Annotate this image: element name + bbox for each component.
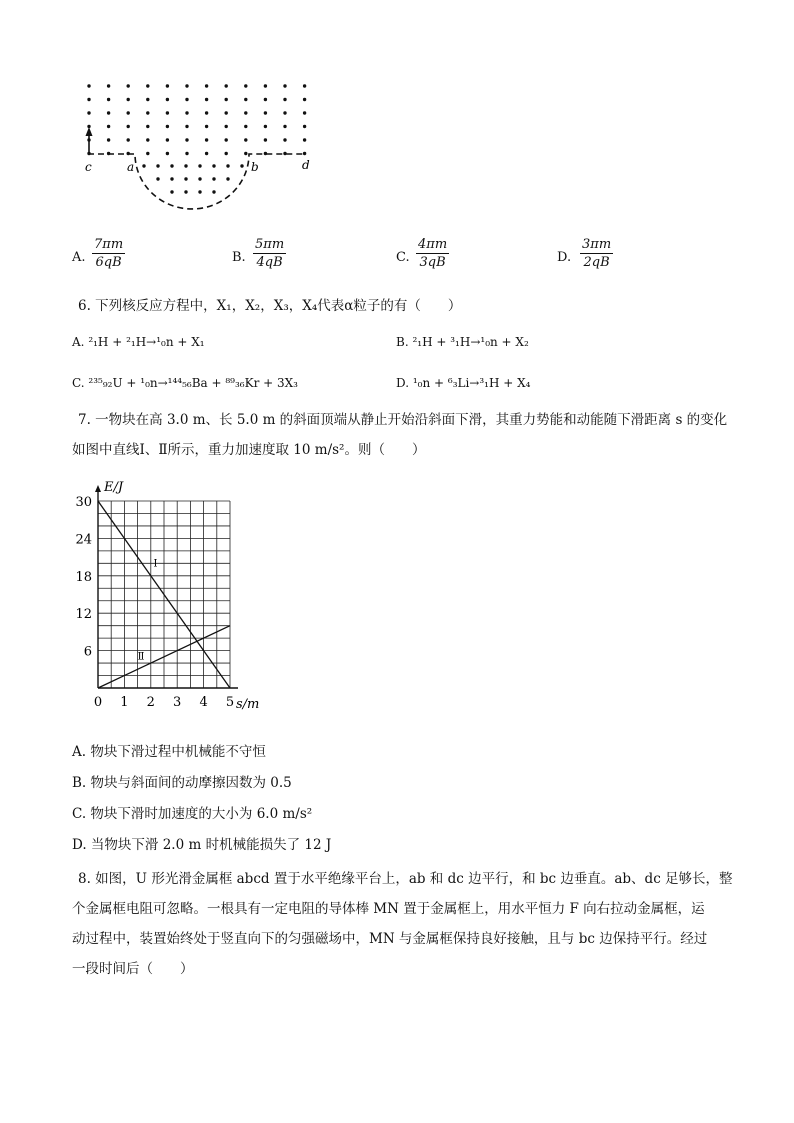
field-dot bbox=[170, 164, 173, 167]
x-tick-label: 5 bbox=[225, 695, 235, 710]
field-dot bbox=[226, 164, 229, 167]
field-dot bbox=[264, 138, 267, 141]
fraction-denominator: 4qB bbox=[256, 255, 283, 270]
q6-option-d-label: D. bbox=[396, 376, 410, 390]
y-tick-label: 24 bbox=[75, 532, 92, 548]
field-dot bbox=[127, 98, 130, 101]
field-dot bbox=[107, 125, 110, 128]
field-dot bbox=[205, 152, 208, 155]
field-dot bbox=[244, 84, 247, 87]
q6-option-c-equation: ²³⁵₉₂U + ¹₀n→¹⁴⁴₅₆Ba + ⁸⁹₃₆Kr + 3X₃ bbox=[88, 376, 298, 390]
chart-ylabel: E/J bbox=[104, 480, 124, 495]
q7-option-c: C. 物块下滑时加速度的大小为 6.0 m/s² bbox=[72, 806, 313, 822]
q6-stem: 6. 下列核反应方程中，X₁，X₂，X₃，X₄代表α粒子的有（ ） bbox=[78, 298, 462, 314]
q6-option-a bbox=[72, 332, 205, 352]
field-dot bbox=[107, 111, 110, 114]
field-dot bbox=[225, 125, 228, 128]
field-dot bbox=[198, 177, 201, 180]
y-axis-arrow-icon bbox=[95, 485, 101, 492]
field-dot bbox=[166, 138, 169, 141]
field-dot bbox=[205, 84, 208, 87]
q7-stem-line-1: 7. 一物块在高 3.0 m、长 5.0 m 的斜面顶端从静止开始沿斜面下滑，其重力势能和动能随下滑距离 s 的变化 bbox=[78, 412, 728, 428]
q6-option-d-equation: ¹₀n + ⁶₃Li→³₁H + X₄ bbox=[412, 376, 531, 390]
field-dot bbox=[166, 98, 169, 101]
q6-option-a-equation: ²₁H + ²₁H→¹₀n + X₁ bbox=[88, 335, 205, 349]
field-dot bbox=[184, 177, 187, 180]
y-tick-label: 18 bbox=[75, 569, 92, 585]
field-dot bbox=[303, 111, 306, 114]
fraction-denominator: 2qB bbox=[583, 255, 610, 270]
field-dot bbox=[170, 190, 173, 193]
field-dot bbox=[283, 98, 286, 101]
y-tick-label: 12 bbox=[75, 607, 92, 623]
field-dot bbox=[283, 111, 286, 114]
field-dot bbox=[107, 84, 110, 87]
field-dot bbox=[184, 164, 187, 167]
field-dot bbox=[156, 164, 159, 167]
q6-option-a-label: A. bbox=[72, 335, 85, 349]
chart-xlabel: s/m bbox=[236, 697, 260, 712]
q5-option-c-label: C. bbox=[396, 250, 410, 265]
q5-option-d-label: D. bbox=[557, 250, 572, 265]
arrow-head-icon bbox=[86, 127, 93, 136]
field-dot bbox=[264, 125, 267, 128]
series-label-2: Ⅱ bbox=[137, 651, 145, 663]
field-dot bbox=[303, 125, 306, 128]
field-dot bbox=[244, 152, 247, 155]
field-dot bbox=[170, 177, 173, 180]
field-dot bbox=[185, 125, 188, 128]
fraction-numerator: 7πm bbox=[94, 237, 124, 252]
field-dot bbox=[146, 84, 149, 87]
field-dot bbox=[146, 138, 149, 141]
q6-option-c bbox=[72, 373, 298, 393]
field-dot bbox=[185, 98, 188, 101]
x-tick-label: 4 bbox=[199, 695, 208, 710]
magnetic-field-figure bbox=[70, 75, 330, 215]
field-dot bbox=[166, 152, 169, 155]
q5-option-a bbox=[92, 236, 125, 271]
field-dot bbox=[87, 98, 90, 101]
field-dot bbox=[225, 138, 228, 141]
x-tick-label: 0 bbox=[93, 695, 103, 710]
field-dot bbox=[225, 152, 228, 155]
field-dot bbox=[127, 125, 130, 128]
field-dot bbox=[225, 98, 228, 101]
field-dot bbox=[107, 98, 110, 101]
series-label-1: Ⅰ bbox=[153, 558, 158, 570]
field-dot bbox=[87, 111, 90, 114]
q5-option-a-label: A. bbox=[72, 250, 86, 265]
q7-option-a: A. 物块下滑过程中机械能不守恒 bbox=[72, 744, 266, 760]
field-dot bbox=[146, 125, 149, 128]
field-dot bbox=[166, 125, 169, 128]
x-tick-label: 2 bbox=[146, 695, 155, 710]
field-dot bbox=[185, 152, 188, 155]
field-dot bbox=[146, 152, 149, 155]
fraction-numerator: 4πm bbox=[418, 237, 448, 252]
field-dot bbox=[283, 138, 286, 141]
q6-option-c-label: C. bbox=[72, 376, 85, 390]
q6-option-b bbox=[396, 332, 529, 352]
field-dot bbox=[225, 111, 228, 114]
q5-option-b bbox=[253, 236, 286, 271]
field-dot bbox=[264, 84, 267, 87]
field-dot bbox=[244, 138, 247, 141]
q8-line-1: 8. 如图，U 形光滑金属框 abcd 置于水平绝缘平台上，ab 和 dc 边平行，和 bc 边垂直。ab、dc 足够长，整 bbox=[78, 871, 733, 887]
field-dots bbox=[87, 84, 306, 193]
q6-option-b-equation: ²₁H + ³₁H→¹₀n + X₂ bbox=[412, 335, 529, 349]
fraction-denominator: 6qB bbox=[95, 255, 122, 270]
q5-option-d bbox=[580, 236, 613, 271]
field-dot bbox=[185, 111, 188, 114]
field-dot bbox=[303, 98, 306, 101]
q6-option-d bbox=[396, 373, 530, 393]
field-dot bbox=[240, 164, 243, 167]
q8-line-4: 一段时间后（ ） bbox=[72, 961, 194, 977]
field-dot bbox=[127, 84, 130, 87]
field-dot bbox=[283, 84, 286, 87]
field-dot bbox=[212, 177, 215, 180]
field-dot bbox=[205, 125, 208, 128]
field-dot bbox=[303, 138, 306, 141]
field-dot bbox=[225, 84, 228, 87]
field-dot bbox=[146, 98, 149, 101]
field-dot bbox=[303, 152, 306, 155]
field-dot bbox=[205, 111, 208, 114]
field-dot bbox=[226, 177, 229, 180]
q5-option-b-label: B. bbox=[232, 250, 246, 265]
y-tick-label: 6 bbox=[83, 644, 92, 660]
label-c: c bbox=[85, 160, 92, 174]
q5-option-c bbox=[416, 236, 449, 271]
field-dot bbox=[198, 190, 201, 193]
y-tick-label: 30 bbox=[75, 495, 92, 510]
field-dot bbox=[185, 138, 188, 141]
label-b: b bbox=[251, 160, 259, 174]
label-d: d bbox=[302, 158, 310, 172]
field-dot bbox=[156, 177, 159, 180]
field-dot bbox=[205, 98, 208, 101]
field-dot bbox=[264, 111, 267, 114]
chart-ticks bbox=[75, 495, 234, 710]
field-dot bbox=[303, 84, 306, 87]
field-dot bbox=[283, 152, 286, 155]
x-tick-label: 3 bbox=[173, 695, 182, 710]
field-dot bbox=[87, 84, 90, 87]
fraction-numerator: 3πm bbox=[582, 237, 612, 252]
q7-stem-line-2: 如图中直线Ⅰ、Ⅱ所示，重力加速度取 10 m/s²。则（ ） bbox=[72, 442, 426, 458]
q7-option-d: D. 当物块下滑 2.0 m 时机械能损失了 12 J bbox=[72, 837, 332, 853]
fraction-numerator: 5πm bbox=[255, 237, 285, 252]
field-dot bbox=[107, 138, 110, 141]
q6-option-b-label: B. bbox=[396, 335, 409, 349]
x-tick-label: 1 bbox=[120, 695, 129, 710]
field-dot bbox=[166, 84, 169, 87]
field-dot bbox=[244, 98, 247, 101]
field-dot bbox=[283, 125, 286, 128]
q8-line-3: 动过程中，装置始终处于竖直向下的匀强磁场中，MN 与金属框保持良好接触，且与 bc 边保持平行。经过 bbox=[72, 931, 708, 947]
q7-option-b: B. 物块与斜面间的动摩擦因数为 0.5 bbox=[72, 775, 292, 791]
field-dot bbox=[184, 190, 187, 193]
field-boundary bbox=[88, 154, 306, 209]
field-dot bbox=[212, 164, 215, 167]
fraction-denominator: 3qB bbox=[419, 255, 446, 270]
field-dot bbox=[244, 111, 247, 114]
field-dot bbox=[198, 164, 201, 167]
label-a: a bbox=[127, 160, 135, 174]
field-dot bbox=[127, 138, 130, 141]
field-dot bbox=[185, 84, 188, 87]
energy-chart bbox=[66, 473, 276, 718]
field-dot bbox=[127, 111, 130, 114]
field-dot bbox=[146, 111, 149, 114]
field-dot bbox=[142, 164, 145, 167]
field-dot bbox=[205, 138, 208, 141]
field-dot bbox=[166, 111, 169, 114]
field-dot bbox=[264, 98, 267, 101]
q8-line-2: 个金属框电阻可忽略。一根具有一定电阻的导体棒 MN 置于金属框上，用水平恒力 F 向右拉动金属框，运 bbox=[72, 901, 705, 917]
field-dot bbox=[244, 125, 247, 128]
field-dot bbox=[212, 190, 215, 193]
